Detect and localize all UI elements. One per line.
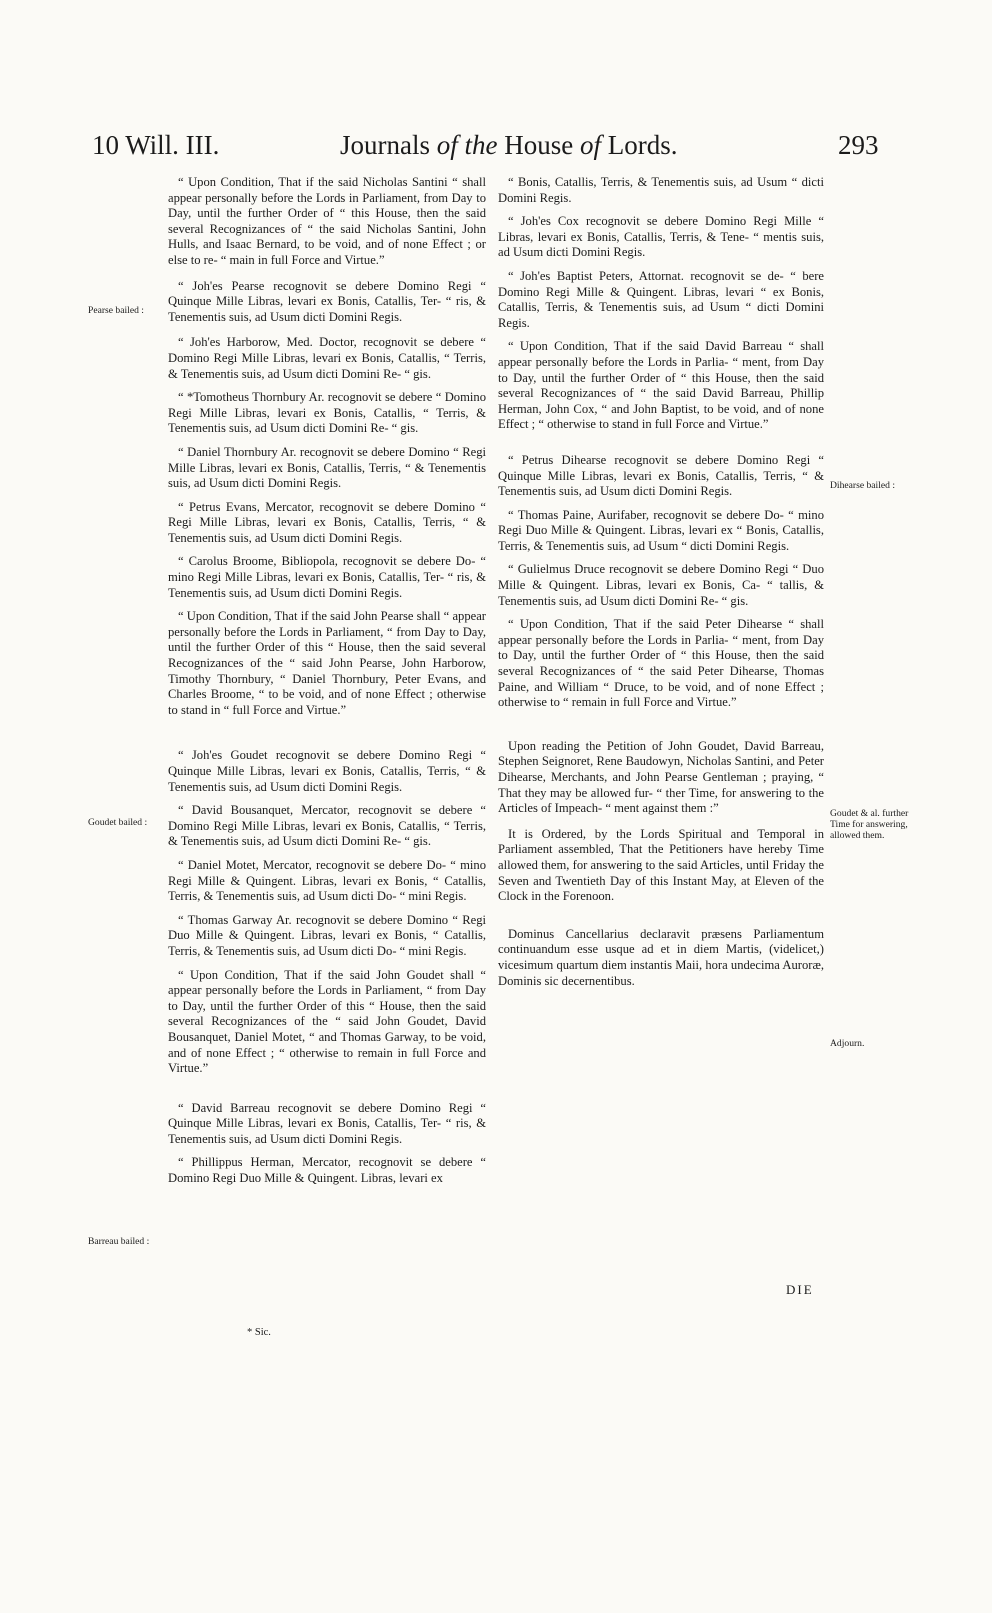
margin-note-dihearse: Dihearse bailed : bbox=[830, 480, 895, 491]
paragraph: “ Daniel Thornbury Ar. recognovit se debere Domino “ Regi Mille Libras, levari ex Bonis, Catallis, Terris, “ & Tenementis suis, ad Usum dicti Domini Regis. bbox=[168, 444, 486, 491]
running-header bbox=[0, 130, 992, 170]
paragraph: “ Upon Condition, That if the said Nicholas Santini “ shall appear personally before the Lords in Parliament, from Day to Day, until the further Order of “ this House, then the said several Recognizances of “ the said Nicholas Santini, John Hulls, and Isaac Bernard, to be void, and of none Effect ; or else to re- “ main in full Force and Virtue.” bbox=[168, 175, 486, 267]
paragraph: “ Gulielmus Druce recognovit se debere Domino Regi “ Duo Mille & Quingent. Libras, levari ex Bonis, Ca- “ tallis, & Tenementis suis, ad Usum dicti Domini Re- “ gis. bbox=[498, 562, 824, 608]
paragraph: “ Petrus Evans, Mercator, recognovit se debere Domino “ Regi Mille Libras, levari ex Bonis, Catallis, Terris, “ & Tenementis suis, ad Usum dicti Domini Regis. bbox=[168, 499, 486, 545]
paragraph: “ Thomas Paine, Aurifaber, recognovit se debere Do- “ mino Regi Duo Mille & Quingent. Libras, levari ex “ Bonis, Catallis, Terris, & Tenementis suis, ad Usum “ dicti Domini Regis. bbox=[498, 507, 824, 553]
paragraph: It is Ordered, by the Lords Spiritual and Temporal in Parliament assembled, That the Petitioners have hereby Time allowed them, for answering to the said Articles, until Friday the Seven and Twentieth Day of this Instant May, at Eleven of the Clock in the Forenoon. bbox=[498, 826, 824, 904]
title-part: Journals bbox=[340, 130, 437, 160]
margin-note-goudet-time: Goudet & al. further Time for answering, allowed them. bbox=[830, 808, 909, 841]
paragraph: Dominus Cancellarius declaravit præsens Parliamentum continuandum esse usque ad et in diem Martis, (videlicet,) vicesimum quartum diem instantis Maii, hora undecima Auroræ, Dominis sic decernentibus. bbox=[498, 926, 824, 988]
left-column bbox=[168, 175, 486, 1187]
title-part: House bbox=[504, 130, 580, 160]
paragraph: “ Upon Condition, That if the said John Pearse shall “ appear personally before the Lords in Parliament, “ from Day to Day, until the further Order of this “ House, then the said several Recognizances of the “ said John Pearse, John Harborow, Timothy Thornbury, “ Daniel Thornbury, Peter Evans, and Charles Broome, “ to be void, and of none Effect ; otherwise to stand in “ full Force and Virtue.” bbox=[168, 609, 486, 717]
paragraph: “ Joh'es Harborow, Med. Doctor, recognovit se debere “ Domino Regi Mille Libras, levari ex Bonis, Catallis, “ Terris, & Tenementis suis, ad Usum dicti Domini Re- “ gis. bbox=[168, 335, 486, 381]
reign-label: 10 Will. III. bbox=[92, 130, 220, 160]
paragraph: “ Petrus Dihearse recognovit se debere Domino Regi “ Quinque Mille Libras, levari ex Bonis, Catallis, Terris, “ & Tenementis suis, ad Usum dicti Domini Regis. bbox=[498, 452, 824, 499]
catchword: DIE bbox=[786, 1282, 814, 1297]
paragraph: Upon reading the Petition of John Goudet, David Barreau, Stephen Seignoret, Rene Baudowyn, Nicholas Santini, and Peter Dihearse, Merchants, and John Pearse Gentleman ; praying, “ That they may be allowed fur- “ ther Time, for answering to the Articles of Impeach- “ ment against them :” bbox=[498, 738, 824, 816]
margin-note-barreau: Barreau bailed : bbox=[88, 1236, 150, 1247]
paragraph: “ Phillippus Herman, Mercator, recognovit se debere “ Domino Regi Duo Mille & Quingent. Libras, levari ex bbox=[168, 1155, 486, 1186]
paragraph: “ Upon Condition, That if the said John Goudet shall “ appear personally before the Lords in Parliament, “ from Day to Day, until the further Order of this “ House, then the said several Recognizances of the “ said John Goudet, David Bousanquet, Daniel Motet, “ and Thomas Garway, to be void, and of none Effect ; “ otherwise to remain in full Force and Virtue.” bbox=[168, 967, 486, 1076]
title-part: of the bbox=[436, 130, 505, 160]
paragraph: “ Joh'es Cox recognovit se debere Domino Regi Mille “ Libras, levari ex Bonis, Catallis, Terris, & Tene- “ mentis suis, ad Usum dicti Domini Regis. bbox=[498, 214, 824, 260]
paragraph: “ Joh'es Goudet recognovit se debere Domino Regi “ Quinque Mille Libras, levari ex Bonis, Catallis, Terris, “ & Tenementis suis, ad Usum dicti Domini Regis. bbox=[168, 748, 486, 794]
margin-note-goudet: Goudet bailed : bbox=[88, 817, 148, 828]
right-column bbox=[498, 175, 824, 989]
paragraph: “ Joh'es Baptist Peters, Attornat. recognovit se de- “ bere Domino Regi Mille & Quingent. Libras, levari “ ex Bonis, Catallis, Terris, & Tenementis suis, ad Usum “ dicti Domini Regis. bbox=[498, 268, 824, 330]
paragraph: “ Carolus Broome, Bibliopola, recognovit se debere Do- “ mino Regi Mille Libras, levari ex Bonis, Catallis, Ter- “ ris, & Tenementis suis, ad Usum dicti Domini Regis. bbox=[168, 554, 486, 600]
page-number: 293 bbox=[838, 130, 879, 160]
paragraph: “ Upon Condition, That if the said Peter Dihearse “ shall appear personally before the Lords in Parlia- “ ment, from Day to Day, until the further Order of “ this House, then the said several Recognizances of “ the said Peter Dihearse, Thomas Paine, and William “ Druce, to be void, and of none Effect ; otherwise to “ remain in full Force and Virtue.” bbox=[498, 617, 824, 710]
paragraph: “ Thomas Garway Ar. recognovit se debere Domino “ Regi Duo Mille & Quingent. Libras, levari ex Bonis, “ Catallis, Terris, & Tenementis suis, ad Usum dicti Do- “ mini Regis. bbox=[168, 912, 486, 958]
title-part: Lords. bbox=[607, 130, 678, 160]
journal-title bbox=[340, 130, 678, 161]
margin-note-adjourn: Adjourn. bbox=[830, 1038, 865, 1049]
margin-note-pearse: Pearse bailed : bbox=[88, 305, 144, 316]
paragraph: “ Upon Condition, That if the said David Barreau “ shall appear personally before the Lords in Parlia- “ ment, from Day to Day, until the further Order of “ this House, then the said several Recognizances of “ the said David Barreau, Phillip Herman, John Cox, “ and John Baptist, to be void, and of none Effect ; “ otherwise to stand in full Force and Virtue.” bbox=[498, 339, 824, 432]
paragraph: “ Daniel Motet, Mercator, recognovit se debere Do- “ mino Regi Mille & Quingent. Libras, levari ex Bonis, “ Catallis, Terris, & Tenementis suis, ad Usum dicti Do- “ mini Regis. bbox=[168, 857, 486, 904]
footnote: * Sic. bbox=[247, 1327, 271, 1338]
paragraph: “ Joh'es Pearse recognovit se debere Domino Regi “ Quinque Mille Libras, levari ex Bonis, Catallis, Ter- “ ris, & Tenementis suis, ad Usum dicti Domini Regis. bbox=[168, 278, 486, 324]
paragraph: “ Bonis, Catallis, Terris, & Tenementis suis, ad Usum “ dicti Domini Regis. bbox=[498, 175, 824, 205]
paragraph: “ David Bousanquet, Mercator, recognovit se debere “ Domino Regi Mille Libras, levari ex Bonis, Catallis, “ Terris, & Tenementis suis, ad Usum dicti Domini Re- “ gis. bbox=[168, 803, 486, 849]
title-part: of bbox=[580, 130, 608, 160]
paragraph: “ *Tomotheus Thornbury Ar. recognovit se debere “ Domino Regi Mille Libras, levari ex Bonis, Catallis, “ Terris, & Tenementis suis, ad Usum dicti Domini Re- “ gis. bbox=[168, 390, 486, 436]
paragraph: “ David Barreau recognovit se debere Domino Regi “ Quinque Mille Libras, levari ex Bonis, Catallis, Ter- “ ris, & Tenementis suis, ad Usum dicti Domini Regis. bbox=[168, 1100, 486, 1146]
